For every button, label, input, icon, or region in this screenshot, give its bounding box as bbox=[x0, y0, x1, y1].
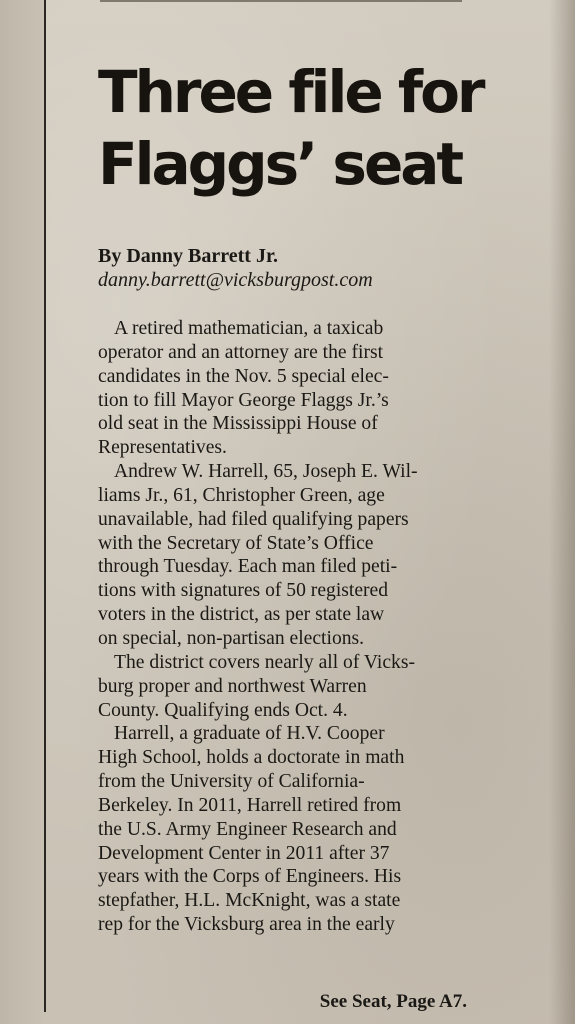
body-line: years with the Corps of Engineers. His bbox=[98, 866, 402, 888]
body-line: Andrew W. Harrell, 65, Joseph E. Wil- bbox=[114, 461, 418, 483]
body-line: rep for the Vicksburg area in the early bbox=[98, 914, 395, 936]
body-line: Harrell, a graduate of H.V. Cooper bbox=[114, 723, 385, 745]
headline bbox=[98, 56, 518, 200]
body-line: A retired mathematician, a taxicab bbox=[114, 318, 384, 339]
adjacent-column-strip bbox=[0, 0, 44, 1024]
body-line: old seat in the Mississippi House of bbox=[98, 413, 378, 435]
body-line: unavailable, had filed qualifying papers bbox=[98, 508, 409, 530]
continued-jump-line: See Seat, Page A7. bbox=[319, 991, 467, 1012]
article-body bbox=[98, 317, 478, 937]
body-line: The district covers nearly all of Vicks- bbox=[114, 651, 415, 673]
body-line: voters in the district, as per state law bbox=[98, 604, 385, 626]
headline-line: Flaggs’ seat bbox=[98, 130, 462, 198]
body-line: liams Jr., 61, Christopher Green, age bbox=[98, 484, 385, 506]
page-edge-shadow bbox=[549, 0, 575, 1024]
body-line: tion to fill Mayor George Flaggs Jr.’s bbox=[98, 389, 389, 411]
column-rule bbox=[44, 0, 46, 1012]
body-line: Representatives. bbox=[98, 437, 227, 459]
author-email: danny.barrett@vicksburgpost.com bbox=[98, 269, 373, 291]
body-line: High School, holds a doctorate in math bbox=[98, 747, 405, 769]
body-line: burg proper and northwest Warren bbox=[98, 675, 367, 697]
body-line: from the University of California- bbox=[98, 771, 365, 793]
body-line: tions with signatures of 50 registered bbox=[98, 580, 389, 602]
body-line: Development Center in 2011 after 37 bbox=[98, 842, 390, 864]
top-rule bbox=[100, 0, 462, 2]
body-line: candidates in the Nov. 5 special elec- bbox=[98, 365, 389, 387]
body-line: with the Secretary of State’s Office bbox=[98, 532, 374, 554]
body-line: the U.S. Army Engineer Research and bbox=[98, 818, 397, 840]
byline: By Danny Barrett Jr. bbox=[98, 245, 278, 267]
body-line: on special, non-partisan elections. bbox=[98, 627, 365, 649]
body-line: stepfather, H.L. McKnight, was a state bbox=[98, 890, 401, 912]
body-line: Berkeley. In 2011, Harrell retired from bbox=[98, 794, 402, 816]
headline-line: Three file for bbox=[98, 58, 483, 126]
body-line: County. Qualifying ends Oct. 4. bbox=[98, 699, 348, 721]
body-line: operator and an attorney are the first bbox=[98, 341, 384, 363]
body-line: through Tuesday. Each man filed peti- bbox=[98, 556, 398, 578]
